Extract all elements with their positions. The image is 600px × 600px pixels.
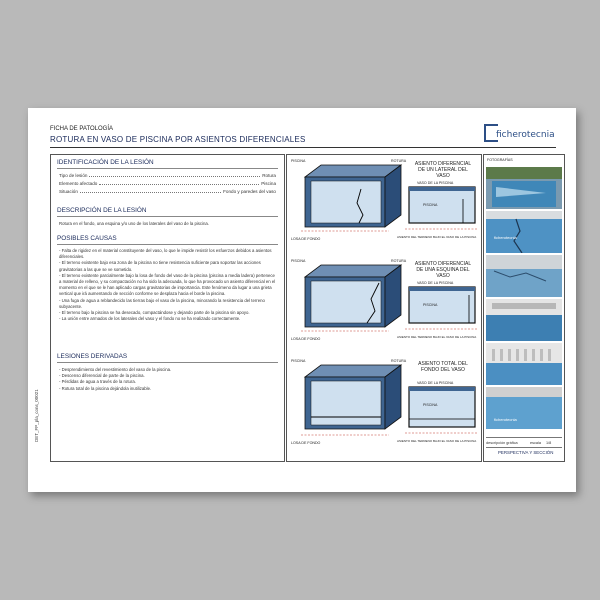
photo-pool-damage (486, 255, 562, 297)
list-item: - Desprendimiento del revestimiento del vaso de la piscina. (59, 367, 172, 372)
descripcion-text: Rotura en el fondo, una esquina y/o uno de los laterales del vaso de la piscina. (59, 221, 210, 226)
label-vaso: VASO DE LA PISCINA (417, 381, 454, 385)
document-code: DET_FP_pla_cons_00021 (34, 389, 39, 442)
id-row-elemento: Elemento afectado Piscina (59, 181, 276, 186)
identificacion-title: IDENTIFICACIÓN DE LA LESIÓN (57, 159, 154, 166)
pool-section (405, 287, 477, 329)
sheet-category: FICHA DE PATOLOGÍA (50, 126, 114, 132)
list-item: - La unión entre armados de los laterales del vaso y el fondo no se ha realizado correctamente. (59, 316, 241, 322)
lesiones-list (59, 367, 276, 392)
photo-pool-crack (486, 211, 562, 253)
logo-text: ficherotecnia (496, 130, 555, 140)
id-row-tipo: Tipo de lesión Rotura (59, 173, 276, 178)
scale-label: escala (530, 441, 541, 445)
pool-perspective (301, 265, 401, 331)
photo-watermark: ficherotecnia (494, 235, 517, 240)
label-asiento: ASIENTO DEL TERRENO BAJO EL VASO DE LA PISCINA (397, 335, 477, 339)
photo-watermark: ficherotecnia (494, 417, 517, 422)
section-rule (57, 168, 278, 169)
list-item: - Falta de rigidez en el material constituyente del vaso, lo que le impide resistir los esfuerzos debidos a asientos diferenciales. (59, 248, 272, 260)
desc-grafica: descripción gráfica (486, 441, 518, 445)
list-item: - Descenso diferencial de parte de la piscina. (59, 373, 145, 379)
list-item: - El terreno bajo la piscina se ha desecado, compactándose y dejando parte de la piscina sin apoyo. (59, 310, 250, 316)
diagram-caption: ASIENTO DIFERENCIAL DE UNA ESQUINA DEL VASO (414, 261, 472, 279)
text-column (50, 154, 285, 462)
label-piscina: PISCINA (291, 359, 306, 363)
label-piscina-section: PISCINA (423, 203, 438, 207)
view-type: PERSPECTIVA Y SECCIÓN (498, 450, 554, 455)
pool-section (405, 387, 477, 433)
list-item: - Pérdidas de agua a través de la rotura. (59, 379, 136, 385)
causas-list (59, 248, 276, 322)
photos-title: FOTOGRAFÍAS (487, 158, 513, 162)
diagram-column (286, 154, 482, 462)
list-item: - El terreno existente bajo esa zona de la piscina no tiene resistencia suficiente para soportar las acciones gravitatorias a las que se ve sometido. (59, 260, 261, 272)
label-losa: LOSA DE FONDO (291, 237, 321, 241)
photo-pool-wall (486, 299, 562, 341)
label-piscina: PISCINA (291, 159, 306, 163)
ficherotecnia-logo (484, 124, 564, 146)
header-divider (50, 147, 556, 148)
label-asiento: ASIENTO DEL TERRENO BAJO EL VASO DE LA PISCINA (397, 235, 477, 239)
photo-column (483, 154, 565, 462)
descripcion-title: DESCRIPCIÓN DE LA LESIÓN (57, 207, 147, 214)
diagram-caption: ASIENTO TOTAL DEL FONDO DEL VASO (418, 361, 468, 373)
id-row-situacion: Situación Fondo y paredes del vaso (59, 189, 276, 194)
list-item: - El terreno existente parcialmente bajo la losa de fondo del vaso de la piscina (piscina a media ladera) pertenece a material de relleno, y su compactación no ha sido la adecuada, lo que ha provocado un asiento diferencial en el momento en el que se le han aplicado cargas gravitatorias de importancia. Este fenómeno da lugar a una grieta vertical que irá aumentando de sección conforme se desplaza hacia el borde la piscina. (59, 272, 276, 297)
section-rule (57, 244, 278, 245)
list-item: - Una fuga de agua a reblandecido las tierras bajo el vaso de la piscina, minorando la resistencia del terreno subyacente. (59, 297, 265, 309)
causas-title: POSIBLES CAUSAS (57, 235, 117, 242)
diagram-caption: ASIENTO DIFERENCIAL DE UN LATERAL DEL VASO (414, 161, 472, 179)
photo-pool-edge (486, 387, 562, 429)
label-piscina: PISCINA (291, 259, 306, 263)
label-rotura: ROTURA (391, 159, 407, 163)
label-asiento: ASIENTO DEL TERRENO BAJO EL VASO DE LA PISCINA (397, 439, 477, 443)
lesiones-title: LESIONES DERIVADAS (57, 353, 128, 360)
pool-perspective (301, 365, 401, 435)
photo-pool-balustrade (486, 343, 562, 385)
scale-value: 1/8 (546, 441, 552, 445)
label-losa: LOSA DE FONDO (291, 441, 321, 445)
section-rule (57, 362, 278, 363)
list-item: - Rotura total de la piscina dejándola inutilizable. (59, 385, 152, 391)
label-piscina-section: PISCINA (423, 303, 438, 307)
photo-pool-steps (486, 167, 562, 209)
label-rotura: ROTURA (391, 259, 407, 263)
pathology-sheet (28, 108, 576, 492)
label-vaso: VASO DE LA PISCINA (417, 181, 454, 185)
pool-section (405, 187, 477, 229)
section-rule (57, 216, 278, 217)
label-vaso: VASO DE LA PISCINA (417, 281, 454, 285)
label-losa: LOSA DE FONDO (291, 337, 321, 341)
label-rotura: ROTURA (391, 359, 407, 363)
pool-perspective (301, 165, 401, 231)
label-piscina-section: PISCINA (423, 403, 438, 407)
sheet-title: ROTURA EN VASO DE PISCINA POR ASIENTOS DIFERENCIALES (50, 135, 306, 144)
